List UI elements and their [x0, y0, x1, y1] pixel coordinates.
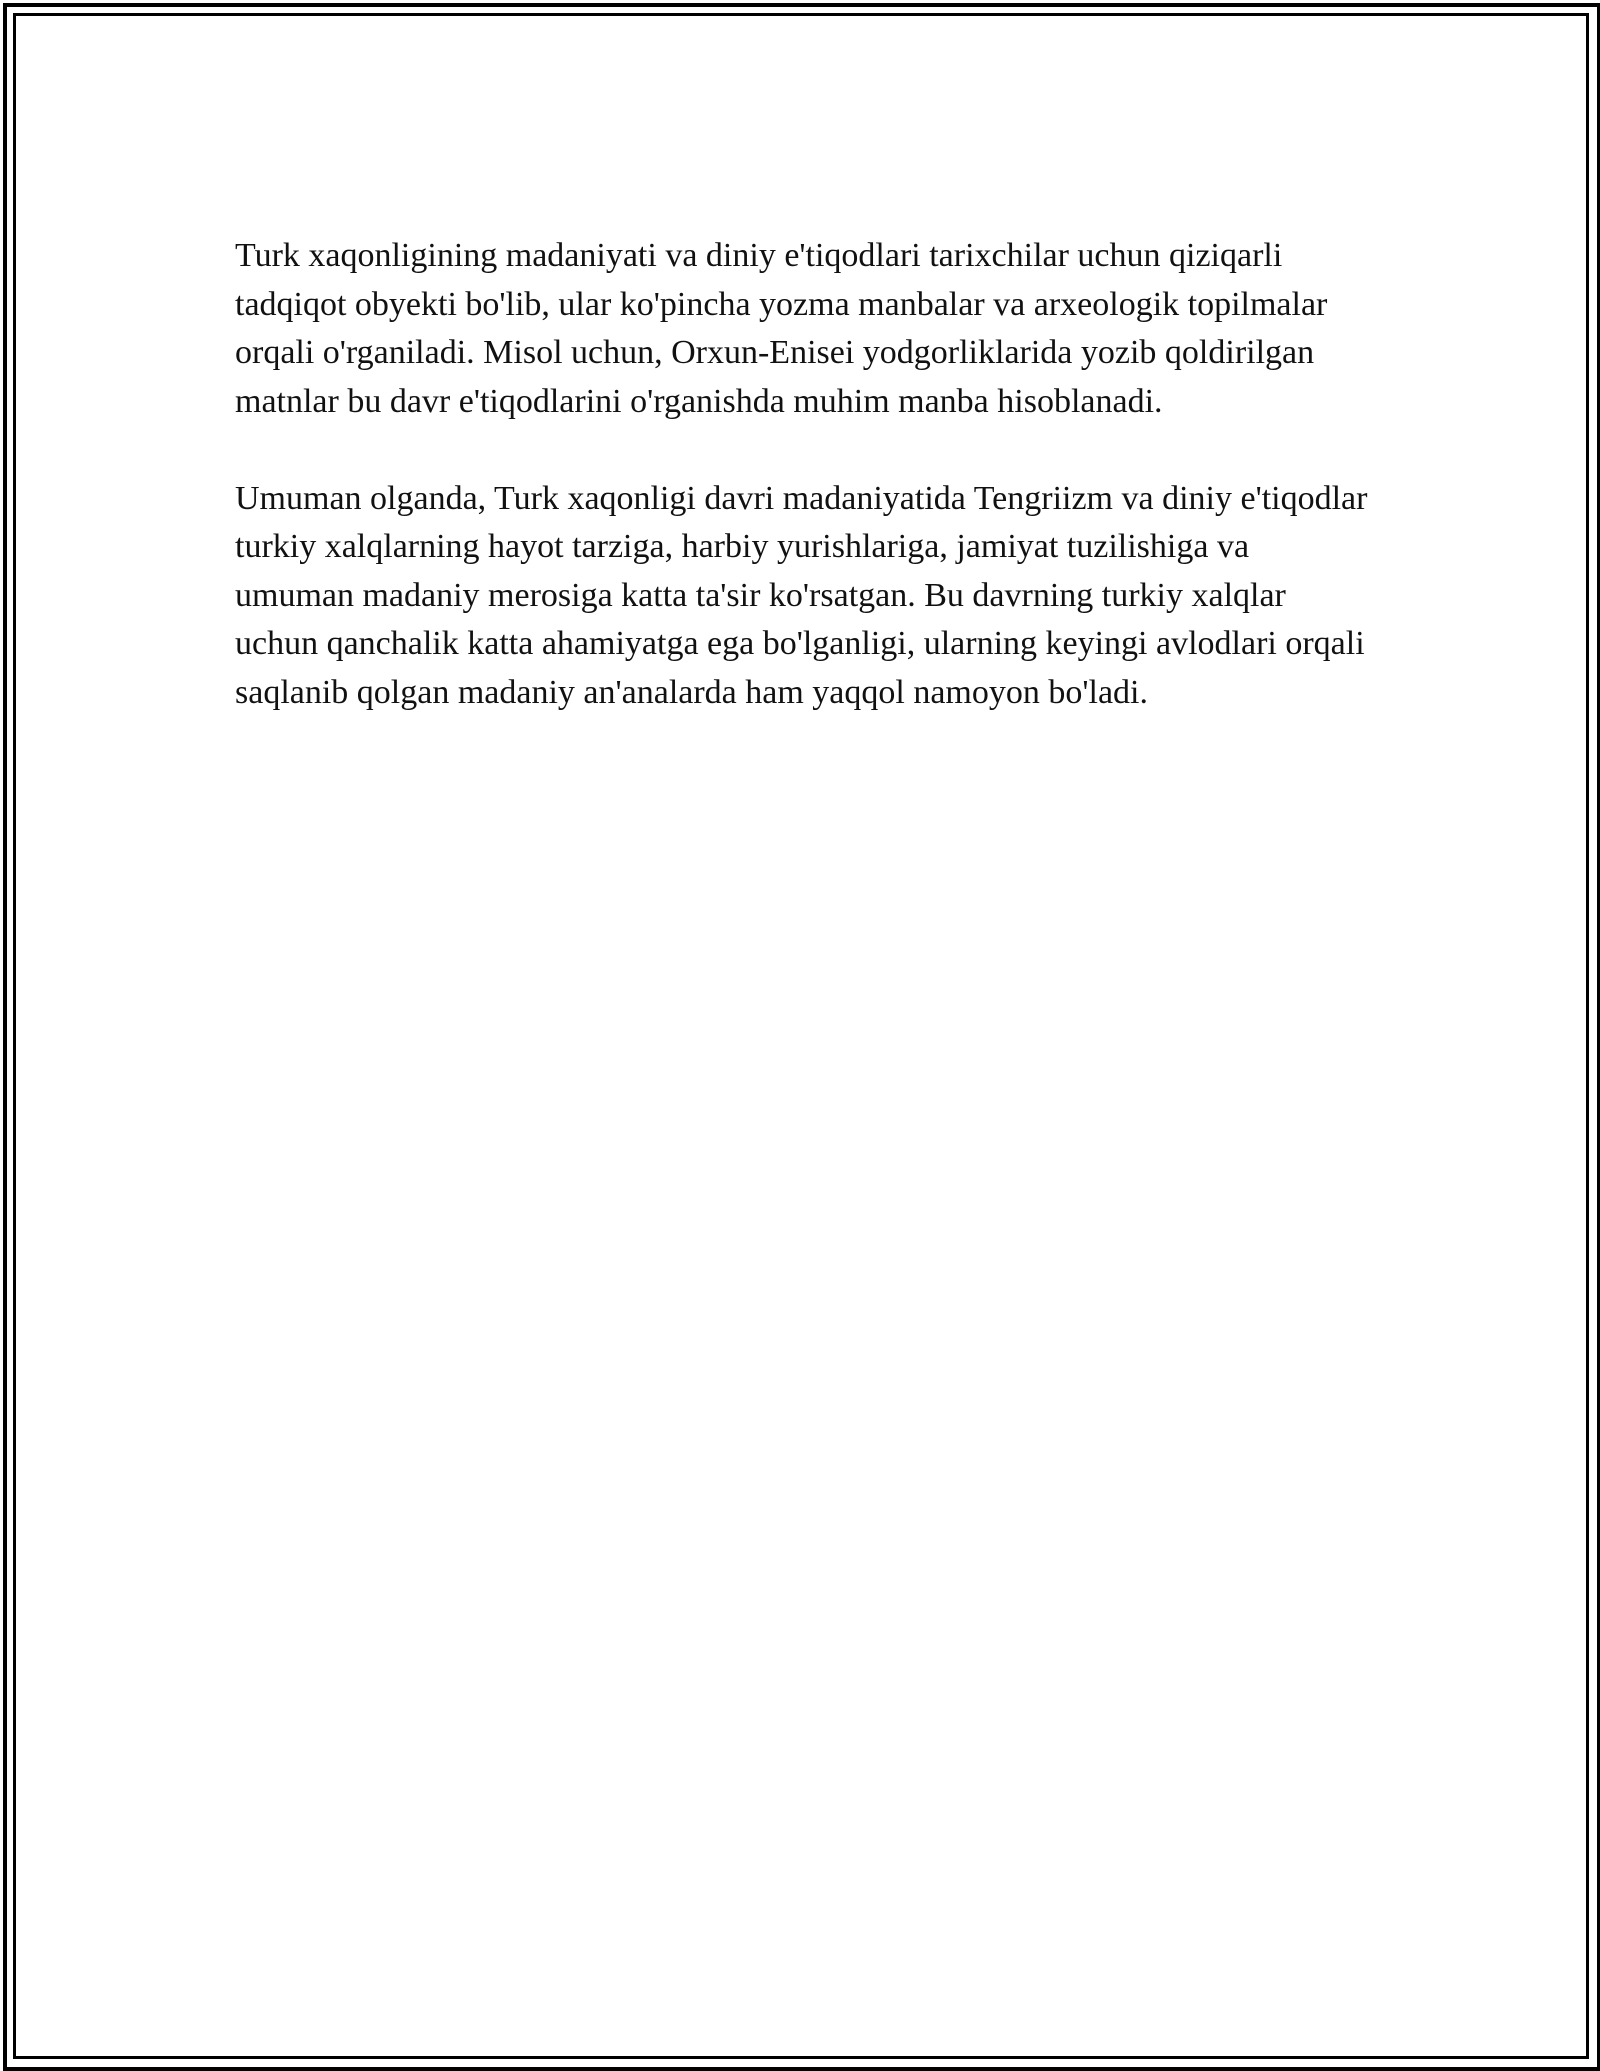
document-body [235, 232, 1375, 766]
paragraph: Umuman olganda, Turk xaqonligi davri madaniyatida Tengriizm va diniy e'tiqodlar turkiy xalqlarning hayot tarziga, harbiy yurishlariga, jamiyat tuzilishiga va umuman madaniy merosiga katta ta'sir ko'rsatgan. Bu davrning turkiy xalqlar uchun qanchalik katta ahamiyatga ega bo'lganligi, ularning keyingi avlodlari orqali saqlanib qolgan madaniy an'analarda ham yaqqol namoyon bo'ladi. [235, 479, 1368, 711]
paragraph: Turk xaqonligining madaniyati va diniy e'tiqodlari tarixchilar uchun qiziqarli tadqiqot obyekti bo'lib, ular ko'pincha yozma manbalar va arxeologik topilmalar orqali o'rganiladi. Misol uchun, Orxun-Enisei yodgorliklarida yozib qoldirilgan matnlar bu davr e'tiqodlarini o'rganishda muhim manba hisoblanadi. [235, 237, 1328, 420]
